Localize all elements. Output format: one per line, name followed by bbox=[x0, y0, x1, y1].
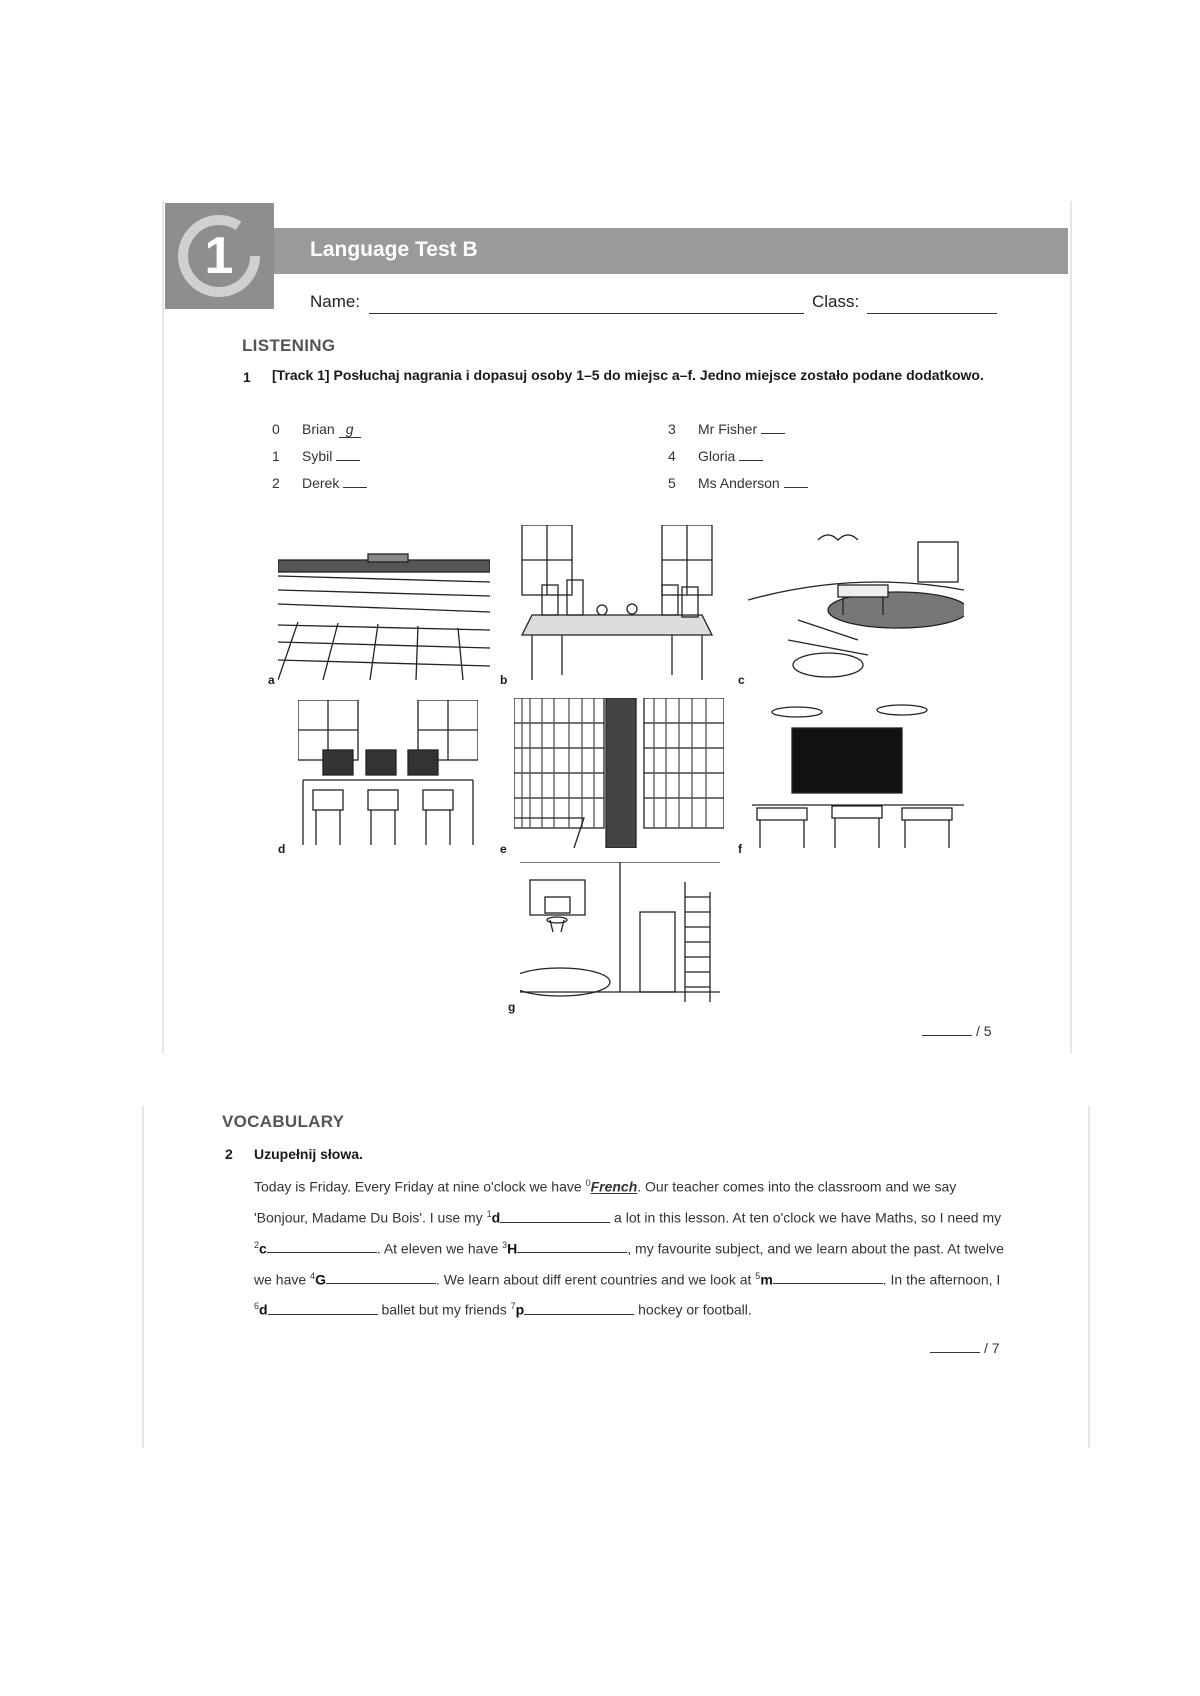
picture-letter-a: a bbox=[268, 673, 275, 687]
score-field[interactable] bbox=[922, 1035, 972, 1036]
picture-letter-f: f bbox=[738, 842, 742, 856]
answer-field[interactable] bbox=[784, 487, 808, 488]
answer-field[interactable]: g bbox=[339, 421, 361, 438]
list-item: 3 Mr Fisher bbox=[668, 421, 785, 437]
unit-number: 1 bbox=[204, 227, 234, 285]
class-label: Class: bbox=[812, 292, 860, 311]
question-1-number: 1 bbox=[243, 369, 251, 385]
listening-score: / 5 bbox=[922, 1023, 992, 1039]
gap-7-field[interactable] bbox=[524, 1302, 634, 1315]
picture-letter-c: c bbox=[738, 673, 745, 687]
gap-6-field[interactable] bbox=[268, 1302, 378, 1315]
computer-room-image bbox=[298, 700, 478, 850]
library-image bbox=[514, 698, 724, 848]
answer-field[interactable] bbox=[761, 433, 785, 434]
question-2-instruction: Uzupełnij słowa. bbox=[254, 1146, 363, 1162]
playground-image bbox=[748, 530, 964, 680]
gap-3-field[interactable] bbox=[517, 1240, 627, 1253]
list-item: 2 Derek bbox=[272, 475, 367, 491]
class-field[interactable] bbox=[867, 313, 997, 314]
example-answer: French bbox=[590, 1178, 638, 1195]
gap-2-field[interactable] bbox=[267, 1240, 377, 1253]
question-2-number: 2 bbox=[225, 1146, 233, 1162]
gap-fill-paragraph: Today is Friday. Every Friday at nine o'clock we have $^0$French. Our teacher comes into the classroom and we say 'Bonjour, Madame Du Bois'. I use my $^1$d a lot in this lesson. At ten o'clock we have Maths, so I need my $^2$c . At eleven we have $^3$H , my favourite subject, and we learn about the past. At twelve we have $^4$G . We learn about diff erent countries and we look at $^5$m . In the afternoon, I $^6$d ballet but my friends $^7$p hockey or football. bbox=[254, 1178, 1004, 1319]
list-item: 5 Ms Anderson bbox=[668, 475, 808, 491]
list-item: 4 Gloria bbox=[668, 448, 763, 464]
list-item: 1 Sybil bbox=[272, 448, 360, 464]
unit-badge bbox=[165, 203, 274, 309]
classroom-image bbox=[752, 700, 964, 850]
name-field[interactable] bbox=[369, 313, 804, 314]
picture-letter-e: e bbox=[500, 842, 507, 856]
gap-5-field[interactable] bbox=[773, 1271, 883, 1284]
list-item: 0 Brian g bbox=[272, 421, 361, 438]
gap-4-field[interactable] bbox=[326, 1271, 436, 1284]
gap-1-field[interactable] bbox=[500, 1210, 610, 1223]
swimming-pool-image bbox=[278, 530, 490, 680]
picture-letter-g: g bbox=[508, 1000, 516, 1014]
vocabulary-heading: VOCABULARY bbox=[222, 1112, 345, 1131]
page-title: Language Test B bbox=[310, 238, 478, 261]
question-1-instruction: [Track 1] Posłuchaj nagrania i dopasuj osoby 1–5 do miejsc a–f. Jedno miejsce zostało podane dodatkowo. bbox=[272, 367, 984, 383]
name-label: Name: bbox=[310, 292, 361, 311]
answer-field[interactable] bbox=[739, 460, 763, 461]
sports-hall-image bbox=[520, 862, 720, 1007]
answer-field[interactable] bbox=[336, 460, 360, 461]
picture-letter-d: d bbox=[278, 842, 286, 856]
score-field[interactable] bbox=[930, 1352, 980, 1353]
answer-field[interactable] bbox=[343, 487, 367, 488]
unit-circle-icon bbox=[165, 203, 274, 309]
staff-room-image bbox=[512, 525, 724, 685]
vocabulary-score: / 7 bbox=[930, 1340, 1000, 1356]
listening-heading: LISTENING bbox=[242, 336, 336, 355]
picture-letter-b: b bbox=[500, 673, 508, 687]
